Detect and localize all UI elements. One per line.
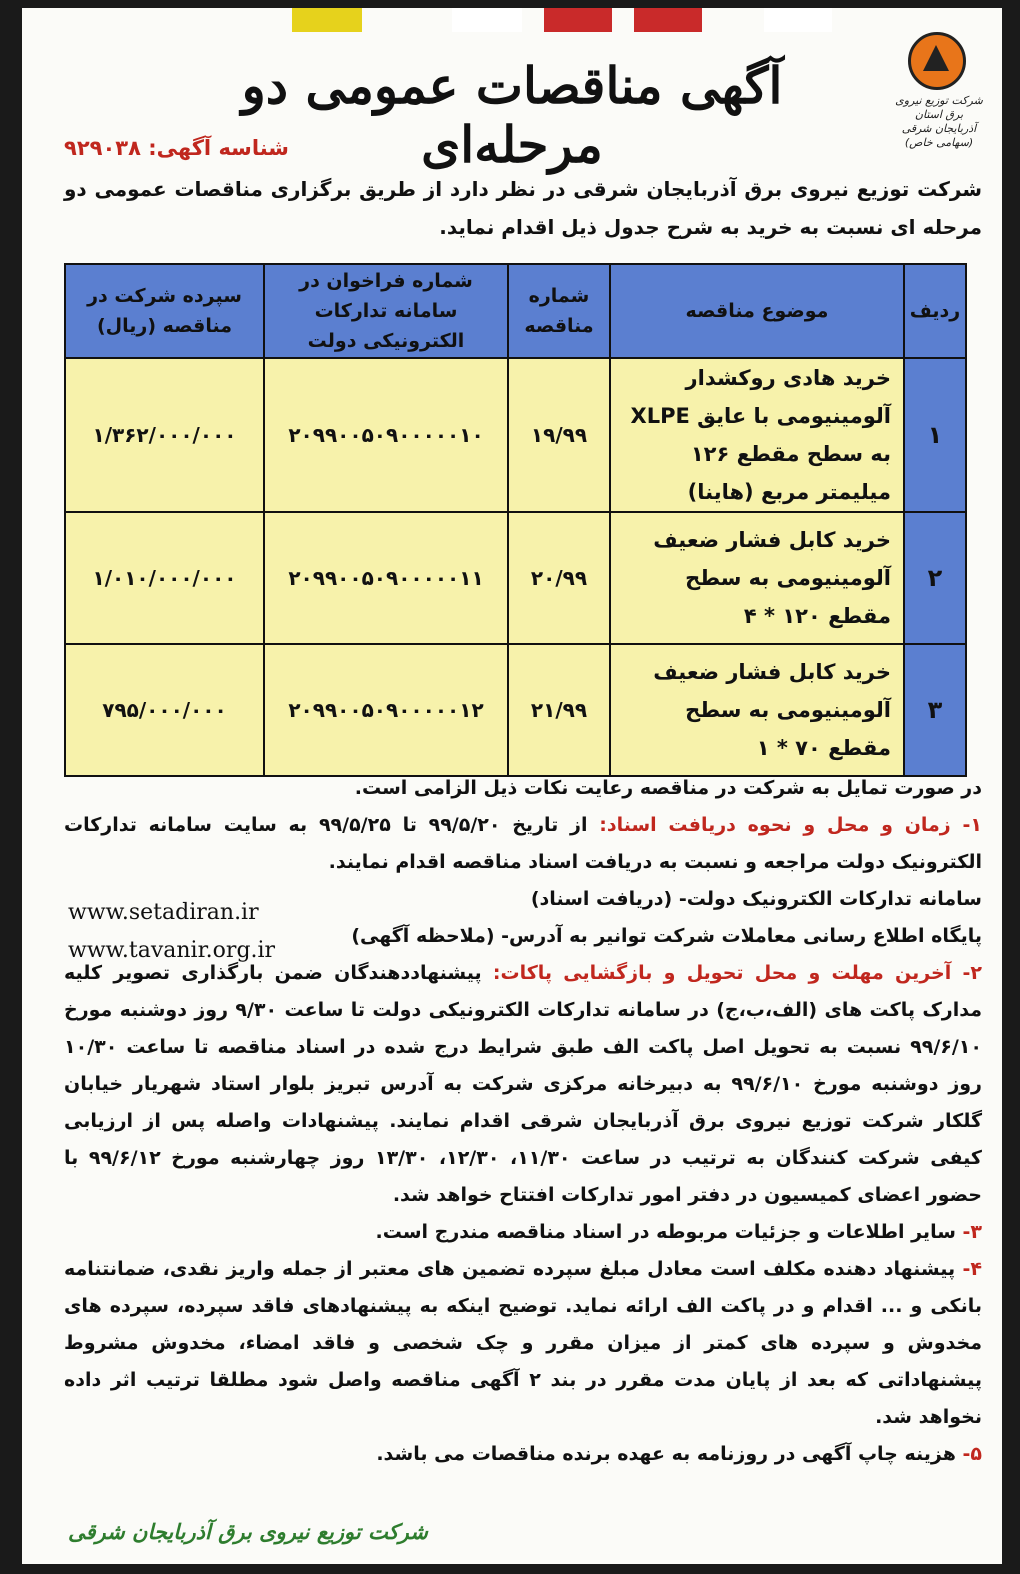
cell-row-number: ۲ — [904, 512, 966, 644]
cell-tender-number: ۲۰/۹۹ — [508, 512, 610, 644]
condition-3-title: ۳- — [962, 1221, 982, 1243]
cell-row-number: ۳ — [904, 644, 966, 776]
print-color-marks — [22, 8, 1002, 32]
condition-1-text: از تاریخ ۹۹/۵/۲۰ تا ۹۹/۵/۲۵ به سایت سامانه تدارکات الکترونیک دولت مراجعه و نسبت به دریافت اسناد مناقصه اقدام نمایند. — [64, 814, 982, 873]
condition-2 — [64, 955, 982, 1214]
cell-deposit: ۷۹۵/۰۰۰/۰۰۰ — [65, 644, 264, 776]
condition-2-title: ۲- آخرین مهلت و محل تحویل و بازگشایی پاکات: — [492, 962, 982, 984]
company-logo — [894, 30, 984, 150]
conditions-section — [64, 770, 982, 1473]
condition-4 — [64, 1251, 982, 1436]
cell-tender-number: ۱۹/۹۹ — [508, 358, 610, 512]
table-header-row — [65, 264, 966, 358]
cell-subject: خرید کابل فشار ضعیف آلومینیومی به سطح مقطع ۷۰ * ۱ — [610, 644, 904, 776]
tavanir-line: پایگاه اطلاع رسانی معاملات شرکت توانیر به آدرس- (ملاحظه آگهی) — [351, 925, 982, 947]
advertisement-page — [22, 8, 1002, 1564]
condition-3 — [64, 1214, 982, 1251]
mark-yellow — [292, 8, 362, 32]
table-row — [65, 512, 966, 644]
condition-1-title: ۱- زمان و محل و نحوه دریافت اسناد: — [599, 814, 982, 836]
seta-line: سامانه تدارکات الکترونیک دولت- (دریافت اسناد) — [530, 888, 982, 910]
ad-id: شناسه آگهی: ۹۲۹۰۳۸ — [64, 136, 289, 160]
condition-1 — [64, 807, 982, 881]
condition-5-text: هزینه چاپ آگهی در روزنامه به عهده برنده مناقصات می باشد. — [376, 1443, 963, 1465]
mark-red-2 — [634, 8, 702, 32]
condition-4-title: ۴- — [962, 1258, 982, 1280]
cell-deposit: ۱/۰۱۰/۰۰۰/۰۰۰ — [65, 512, 264, 644]
condition-5 — [64, 1436, 982, 1473]
header-call-number: شماره فراخوان در سامانه تدارکات الکترونیکی دولت — [264, 264, 508, 358]
condition-3-text: سایر اطلاعات و جزئیات مربوطه در اسناد مناقصه مندرج است. — [375, 1221, 963, 1243]
cell-call-number: ۲۰۹۹۰۰۵۰۹۰۰۰۰۰۱۲ — [264, 644, 508, 776]
header-row-number: ردیف — [904, 264, 966, 358]
setadiran-link[interactable]: www.setadiran.ir — [68, 900, 259, 925]
condition-2-text: پیشنهاددهندگان ضمن بارگذاری تصویر کلیه مدارک پاکت های (الف،ب،ج) در سامانه تدارکات الکترونیکی دولت تا ساعت ۹/۳۰ روز دوشنبه مورخ ۹۹/۶/۱۰ نسبت به تحویل اصل پاکت الف طبق شرایط درج شده در اسناد مناقصه تا ساعت ۱۰/۳۰ روز دوشنبه مورخ ۹۹/۶/۱۰ به دبیرخانه مرکزی شرکت به آدرس تبریز بلوار استاد شهریار خیابان گلکار شرکت توزیع نیروی برق آذربایجان شرقی اقدام نمایند. پیشنهادات واصله پس از ارزیابی کیفی شرکت کنندگان به ترتیب در ساعت ۱۱/۳۰، ۱۲/۳۰، ۱۳/۳۰ روز چهارشنبه مورخ ۹۹/۶/۱۲ با حضور اعضای کمیسیون در دفتر امور تدارکات افتتاح خواهد شد. — [64, 962, 982, 1206]
mark-red-1 — [544, 8, 612, 32]
intro-paragraph: شرکت توزیع نیروی برق آذربایجان شرقی در نظر دارد از طریق برگزاری مناقصات عمومی دو مرحله ای نسبت به خرید به شرح جدول ذیل اقدام نماید. — [64, 177, 982, 239]
cell-call-number: ۲۰۹۹۰۰۵۰۹۰۰۰۰۰۱۱ — [264, 512, 508, 644]
table-row — [65, 644, 966, 776]
tavanir-link[interactable]: www.tavanir.org.ir — [68, 938, 276, 963]
cell-tender-number: ۲۱/۹۹ — [508, 644, 610, 776]
cell-call-number: ۲۰۹۹۰۰۵۰۹۰۰۰۰۰۱۰ — [264, 358, 508, 512]
cell-row-number: ۱ — [904, 358, 966, 512]
header-deposit: سپرده شرکت در مناقصه (ریال) — [65, 264, 264, 358]
conditions-lead: در صورت تمایل به شرکت در مناقصه رعایت نکات ذیل الزامی است. — [354, 777, 982, 799]
table-row — [65, 358, 966, 512]
cell-subject: خرید هادی روکشدار آلومینیومی با عایق XLPE به سطح مقطع ۱۲۶ میلیمتر مربع (هاینا) — [610, 358, 904, 512]
mark-white — [452, 8, 522, 32]
logo-text: شرکت توزیع نیروی برق استان آذربایجان شرقی (سهامی خاص) — [895, 94, 983, 149]
header-tender-number: شماره مناقصه — [508, 264, 610, 358]
mark-white-2 — [764, 8, 832, 32]
footer-company-name: شرکت توزیع نیروی برق آذربایجان شرقی — [68, 1520, 428, 1544]
condition-5-title: ۵- — [962, 1443, 982, 1465]
header-subject: موضوع مناقصه — [610, 264, 904, 358]
page-title: آگهی مناقصات عمومی دو مرحله‌ای — [241, 56, 783, 174]
tender-table — [64, 263, 967, 777]
logo-emblem-icon — [908, 32, 966, 90]
cell-deposit: ۱/۳۶۲/۰۰۰/۰۰۰ — [65, 358, 264, 512]
cell-subject: خرید کابل فشار ضعیف آلومینیومی به سطح مقطع ۱۲۰ * ۴ — [610, 512, 904, 644]
condition-4-text: پیشنهاد دهنده مکلف است معادل مبلغ سپرده تضمین های معتبر از جمله واریز نقدی، ضمانتنامه بانکی و ... اقدام و در پاکت الف ارائه نماید. توضیح اینکه به پیشنهادهای فاقد سپرده، سپرده های مخدوش و سپرده های کمتر از میزان مقرر و چک شخصی و فاقد امضاء، مخدوش مشروط پیشنهاداتی که بعد از پایان مدت مقرر در بند ۲ آگهی مناقصه واصل شود مطلقا ترتیب اثر داده نخواهد شد. — [64, 1258, 982, 1428]
